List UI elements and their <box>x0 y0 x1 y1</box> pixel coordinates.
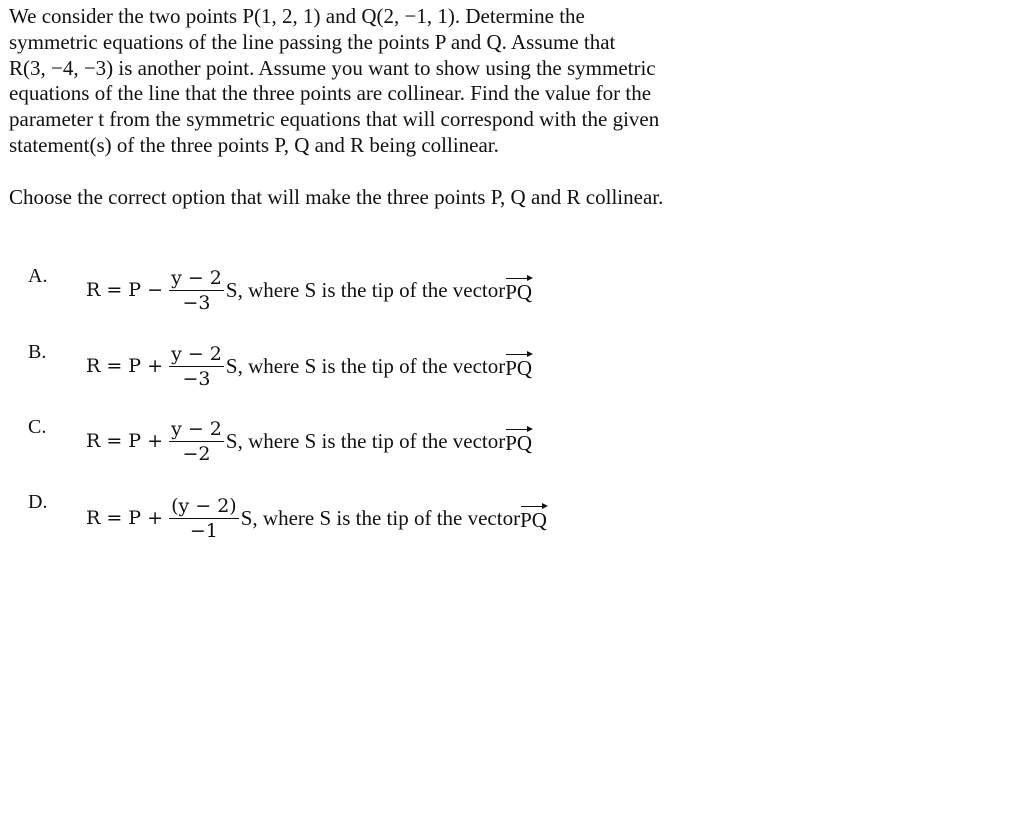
vector-pq: PQ <box>505 427 532 456</box>
expression-tail: S, where S is the tip of the vector <box>240 505 521 530</box>
expression-lhs: R = P − <box>86 279 164 301</box>
question-line: statement(s) of the three points P, Q and R being collinear. <box>9 132 499 157</box>
expression-tail: S, where S is the tip of the vector <box>225 353 506 378</box>
option-letter: D. <box>28 491 48 513</box>
expression-lhs: R = P + <box>86 430 164 452</box>
vector-pq: PQ <box>505 352 532 381</box>
fraction-denominator: −1 <box>189 519 218 542</box>
question-line: symmetric equations of the line passing the points P and Q. Assume that <box>9 29 616 54</box>
question-line: R(3, −4, −3) is another point. Assume you want to show using the symmetric <box>9 55 656 80</box>
option-c[interactable] <box>0 415 1024 485</box>
option-b[interactable] <box>0 340 1024 410</box>
question-paragraph <box>9 4 769 159</box>
fraction-numerator: y − 2 <box>171 266 222 289</box>
question-line: equations of the line that the three points are collinear. Find the value for the <box>9 81 652 106</box>
question-prompt: Choose the correct option that will make the three points P, Q and R collinear. <box>9 184 664 209</box>
fraction-numerator: (y − 2) <box>171 494 237 517</box>
fraction-denominator: −2 <box>182 442 211 465</box>
fraction <box>169 267 224 314</box>
option-letter: B. <box>28 341 47 363</box>
question-text <box>9 4 769 211</box>
expression-tail: S, where S is the tip of the vector <box>225 277 506 302</box>
option-expression <box>86 483 547 553</box>
fraction <box>169 343 224 390</box>
option-d[interactable] <box>0 490 1024 560</box>
expression-tail: S, where S is the tip of the vector <box>225 428 506 453</box>
option-a[interactable] <box>0 264 1024 334</box>
option-expression <box>86 255 532 325</box>
vector-pq: PQ <box>505 276 532 305</box>
option-letter: A. <box>28 265 48 287</box>
question-line: parameter t from the symmetric equations that will correspond with the given <box>9 107 660 132</box>
question-line: We consider the two points P(1, 2, 1) and Q(2, −1, 1). Determine the <box>9 4 585 28</box>
vector-pq: PQ <box>520 504 547 533</box>
option-expression <box>86 331 532 401</box>
expression-lhs: R = P + <box>86 355 164 377</box>
fraction-numerator: y − 2 <box>171 342 222 365</box>
option-expression <box>86 406 532 476</box>
fraction-numerator: y − 2 <box>171 417 222 440</box>
fraction <box>169 418 224 465</box>
fraction <box>169 495 239 542</box>
expression-lhs: R = P + <box>86 507 164 529</box>
option-letter: C. <box>28 416 47 438</box>
fraction-denominator: −3 <box>182 291 211 314</box>
fraction-denominator: −3 <box>182 367 211 390</box>
